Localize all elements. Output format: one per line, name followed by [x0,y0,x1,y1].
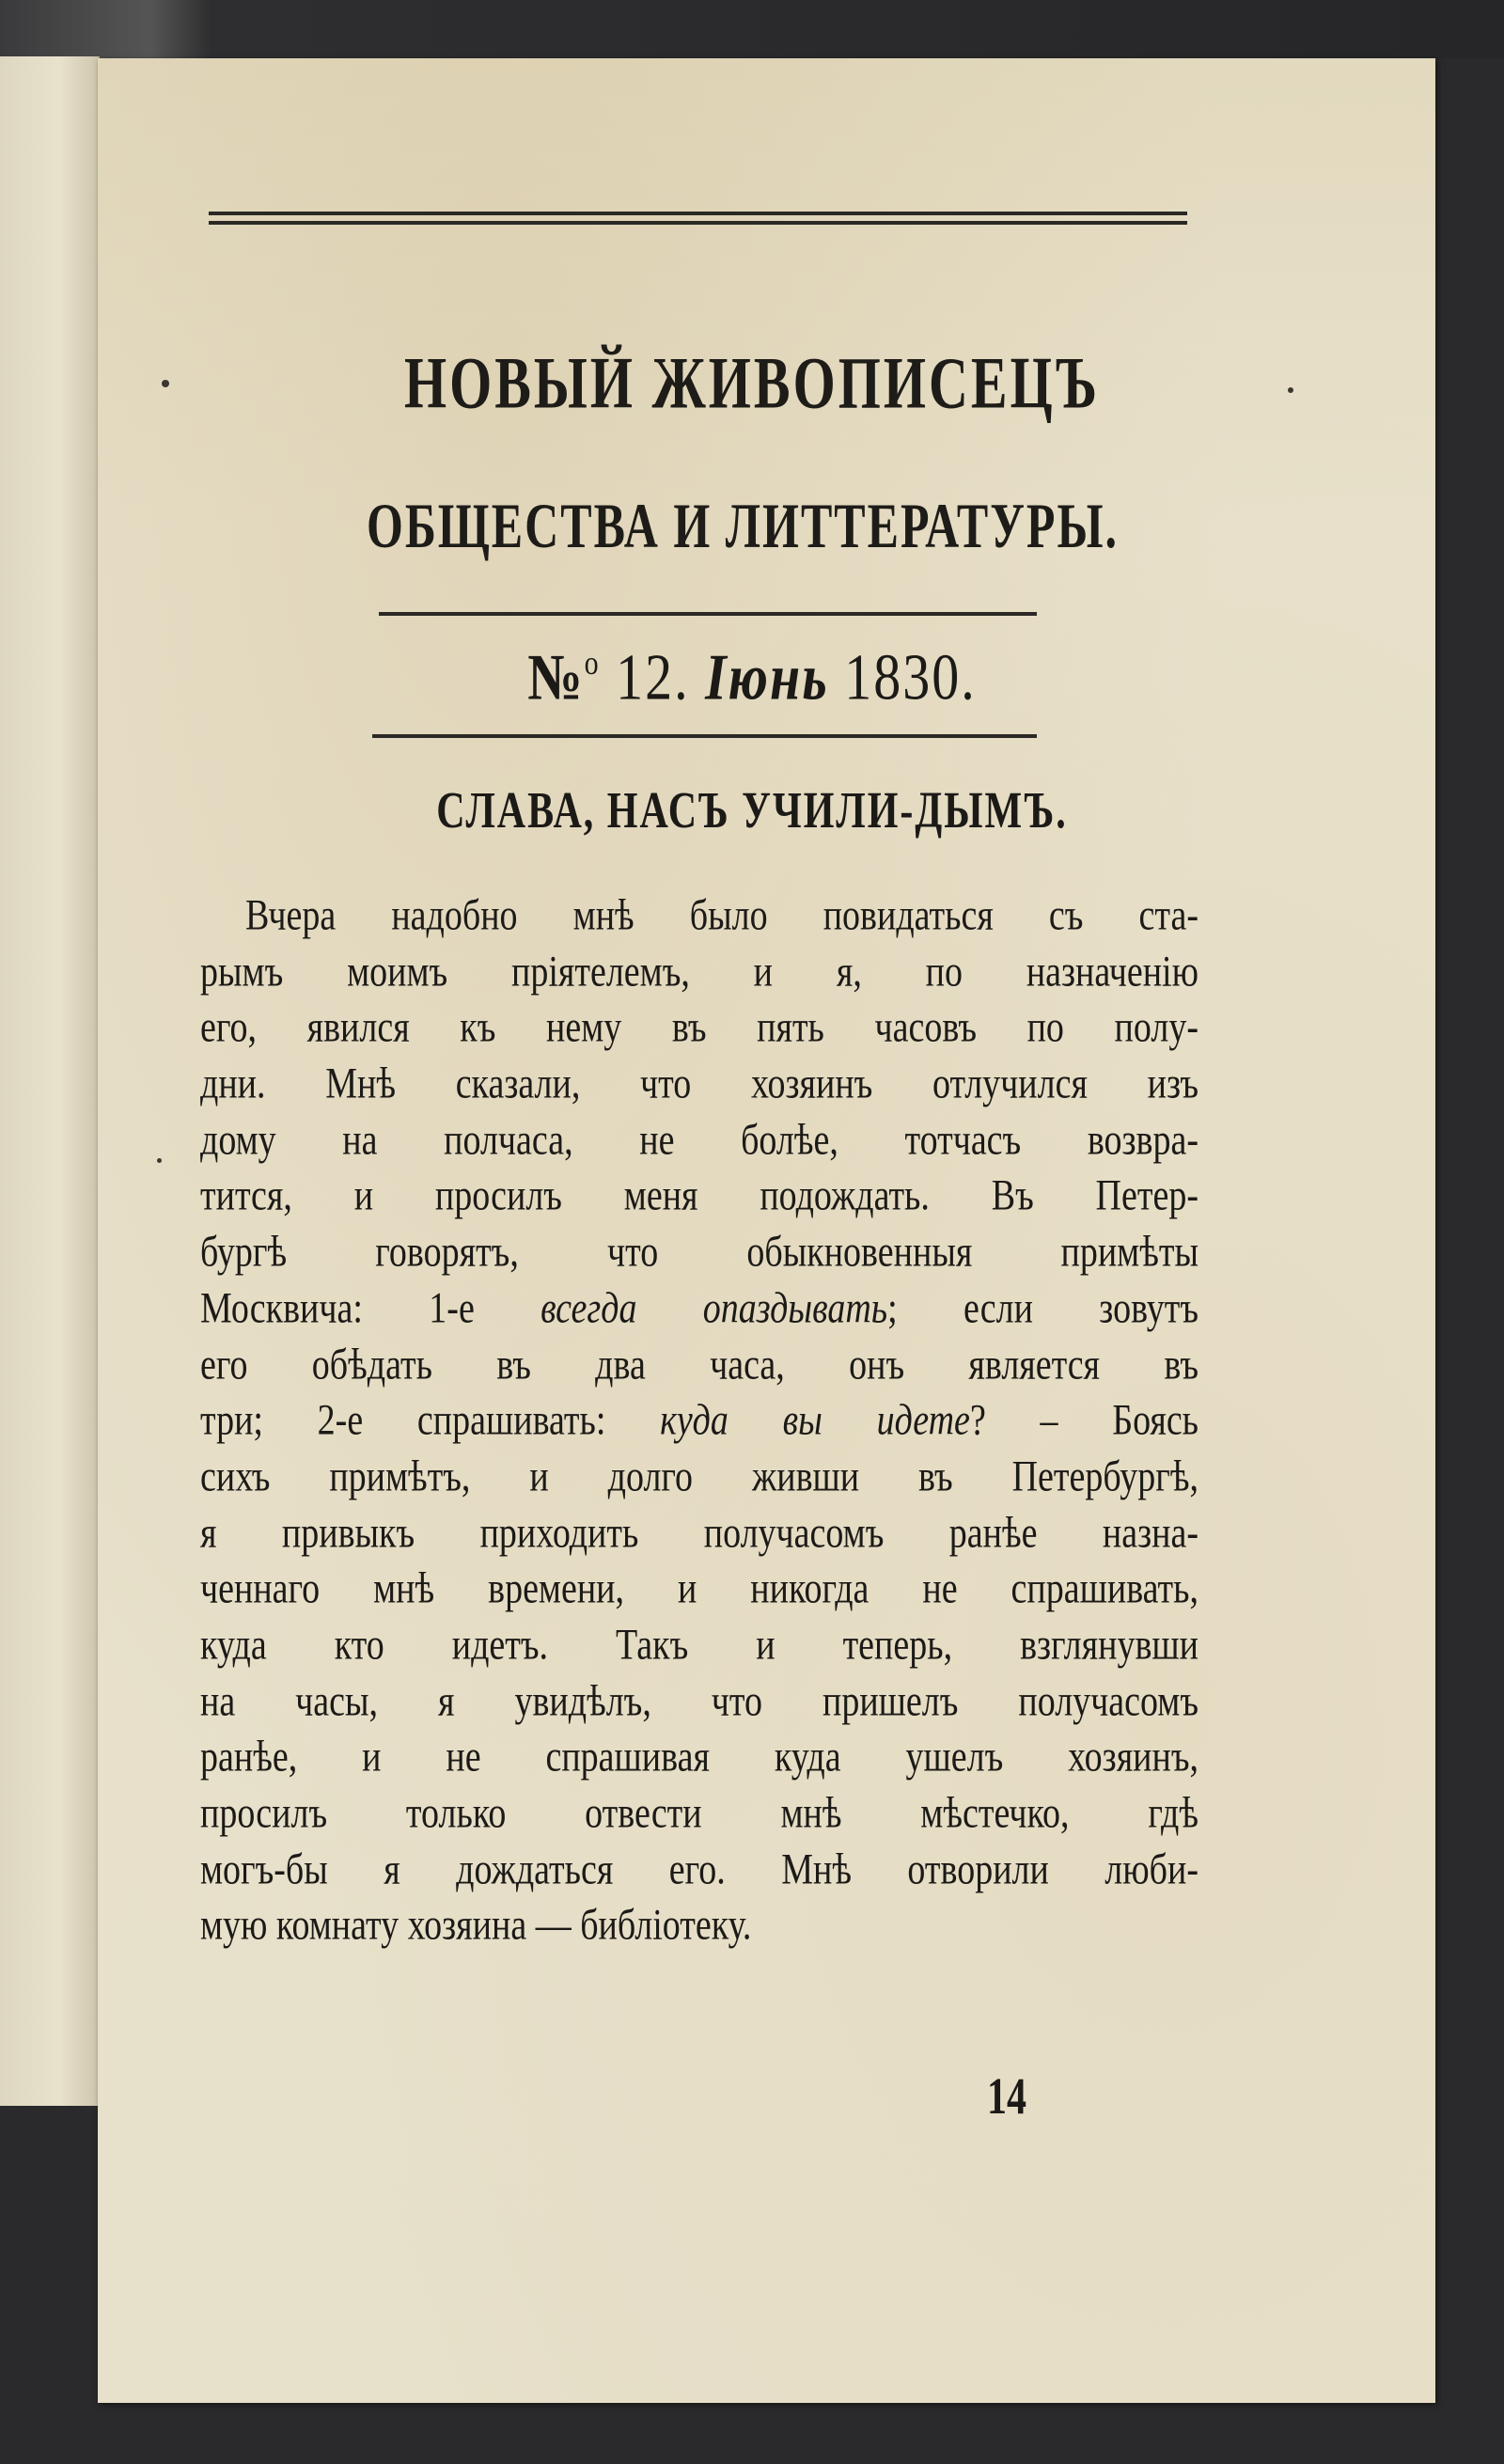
body-line: Москвича: 1-е всегда опаздывать; если зовутъ [200,1284,1198,1333]
body-line: Вчера надобно мнѣ было повидаться съ ста- [245,891,1198,940]
issue-month: Іюнь [705,640,829,714]
body-line: его обѣдать въ два часа, онъ является въ [200,1340,1198,1389]
body-line: дни. Мнѣ сказали, что хозяинъ отлучился изъ [200,1059,1198,1108]
rule-above-issue [379,612,1037,616]
rule-below-issue [372,734,1037,738]
body-line: на часы, я увидѣлъ, что пришелъ получасомъ [200,1676,1198,1726]
body-line: рымъ моимъ пріятелемъ, и я, по назначенію [200,947,1198,997]
article-body [200,888,1198,1954]
body-line: бургѣ говорятъ, что обыкновенныя примѣты [200,1228,1198,1277]
body-line: ченнаго мнѣ времени, и никогда не спрашивать, [200,1564,1198,1613]
issue-number: 12. [616,640,690,714]
body-line: три; 2-е спрашивать: куда вы идете? – Боясь [200,1396,1199,1445]
ink-speck [157,1158,162,1163]
body-line: тится, и просилъ меня подождать. Въ Петер- [200,1171,1198,1220]
ink-speck [162,380,169,387]
masthead-title: НОВЫЙ ЖИВОПИСЕЦЪ [403,341,1101,425]
issue-line [0,639,1504,714]
body-line: куда кто идетъ. Такъ и теперь, взглянувши [200,1621,1198,1670]
body-line: могъ-бы я дождаться его. Мнѣ отворили люби- [200,1844,1198,1894]
body-line: мую комнату хозяина — библіотеку. [200,1901,752,1950]
scan-backdrop [0,0,1504,58]
body-line: его, явился къ нему въ пять часовъ по полу- [200,1003,1198,1052]
body-line: я привыкъ приходить получасомъ ранѣе назна- [200,1508,1198,1557]
number-sign: № [527,640,585,714]
masthead-subtitle: ОБЩЕСТВА И ЛИТТЕРАТУРЫ. [366,490,1120,561]
ink-speck [1288,387,1293,393]
degree-mark: o [584,645,601,683]
double-rule-divider [209,212,1187,225]
issue-year: 1830. [844,640,977,714]
signature-mark: 14 [987,2069,1026,2127]
body-line: дому на полчаса, не болѣе, тотчасъ возвра- [200,1115,1198,1165]
body-line: просилъ только отвести мнѣ мѣстечко, гдѣ [200,1789,1198,1838]
article-title: СЛАВА, НАСЪ УЧИЛИ-ДЫМЪ. [436,783,1068,840]
body-line: сихъ примѣтъ, и долго живши въ Петербургѣ, [200,1452,1198,1501]
body-line: ранѣе, и не спрашивая куда ушелъ хозяинъ, [200,1733,1198,1781]
